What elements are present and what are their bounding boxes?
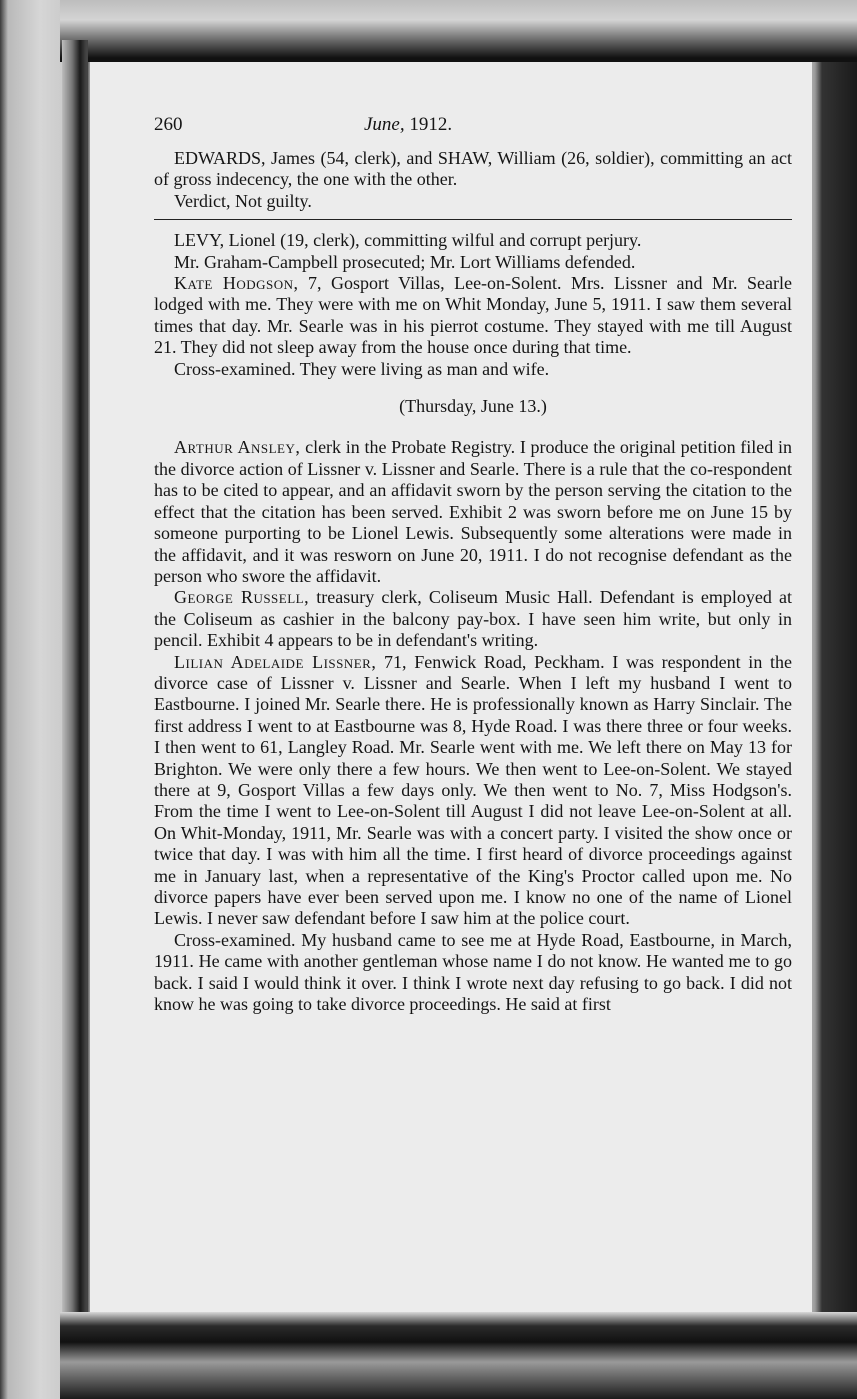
running-month: June,: [364, 114, 405, 135]
case-levy-counsel: Mr. Graham-Campbell prosecuted; Mr. Lort Williams defended.: [174, 251, 636, 272]
running-year: 1912.: [409, 114, 453, 135]
witness-ansley: [154, 437, 792, 587]
witness-name: George Russell,: [174, 587, 310, 608]
witness-hodgson-cross: Cross-examined. They were living as man and wife.: [174, 358, 550, 379]
book-spine-edge: [62, 40, 88, 1340]
case-levy-heading: LEVY, Lionel (19, clerk), committing wilful and corrupt perjury.: [174, 230, 642, 251]
witness-testimony: 7, Gosport Villas, Lee-on-Solent. Mrs. Lissner and Mr. Searle lodged with me. They were with me on Whit Monday, June 5, 1911. I saw them several times that day. Mr. Searle was in his pierrot costume. They stayed with me till August 21. They did not sleep away from the house once during that time.: [154, 273, 793, 358]
witness-testimony: clerk in the Probate Registry. I produce the original petition filed in the divorce action of Lissner v. Lissner and Searle. There is a rule that the co-respondent has to be cited to appear, and an affidavit sworn by the person serving the citation to the effect that the citation has been served. Exhibit 2 was sworn before me on June 15 by someone purporting to be Lionel Lewis. Subsequently some alterations were made in the affidavit, and it was resworn on June 20, 1911. I do not recognise defendant as the person who swore the affidavit.: [154, 437, 792, 586]
case-edwards-shaw-heading: EDWARDS, James (54, clerk), and SHAW, William (26, soldier), committing an act of gross indecency, the one with the other.: [154, 148, 792, 190]
book-bottom-edge: [60, 1312, 857, 1399]
session-date: (Thursday, June 13.): [399, 396, 547, 417]
page-header: [154, 114, 792, 138]
case-divider: [154, 219, 792, 220]
witness-name: Arthur Ansley,: [174, 437, 301, 458]
page-number: 260: [154, 114, 183, 135]
running-date: [364, 114, 452, 135]
witness-testimony: treasury clerk, Coliseum Music Hall. Defendant is employed at the Coliseum as cashier in the balcony pay-box. I have seen him write, but only in pencil. Exhibit 4 appears to be in defendant's writing.: [154, 587, 792, 651]
witness-name: Kate Hodgson,: [174, 273, 299, 294]
book-page: [90, 62, 812, 1312]
case-edwards-shaw-verdict: Verdict, Not guilty.: [174, 190, 312, 211]
witness-russell: [154, 587, 792, 651]
witness-lissner: [154, 652, 792, 930]
text-column: [154, 114, 792, 1015]
witness-name: Lilian Adelaide Lissner,: [174, 651, 377, 672]
witness-testimony: 71, Fenwick Road, Peckham. I was respondent in the divorce case of Lissner v. Lissner and Searle. When I left my husband I went to Eastbourne. I joined Mr. Searle there. He is professionally known as Harry Sinclair. The first address I went to at Eastbourne was 8, Hyde Road. I was there three or four weeks. I then went to 61, Langley Road. Mr. Searle went with me. We left there on May 13 for Brighton. We were only there a few hours. We then went to Lee-on-Solent. We stayed there at 9, Gosport Villas a few days only. We then went to No. 7, Miss Hodgson's. From the time I went to Lee-on-Solent till August I did not leave Lee-on-Solent at all. On Whit-Monday, 1911, Mr. Searle was with a concert party. I visited the show once or twice that day. I was with him all the time. I first heard of divorce proceedings against me in January last, when a representative of the King's Proctor called upon me. No divorce papers have ever been served upon me. I know no one of the name of Lionel Lewis. I never saw defendant before I saw him at the police court.: [154, 651, 792, 929]
witness-lissner-cross: Cross-examined. My husband came to see me at Hyde Road, Eastbourne, in March, 1911. He came with another gentleman whose name I do not know. He wanted me to go back. I said I would think it over. I think I wrote next day refusing to go back. I did not know he was going to take divorce proceedings. He said at first: [154, 929, 792, 1015]
witness-hodgson: [154, 273, 792, 359]
book-top-edge: [60, 0, 857, 62]
